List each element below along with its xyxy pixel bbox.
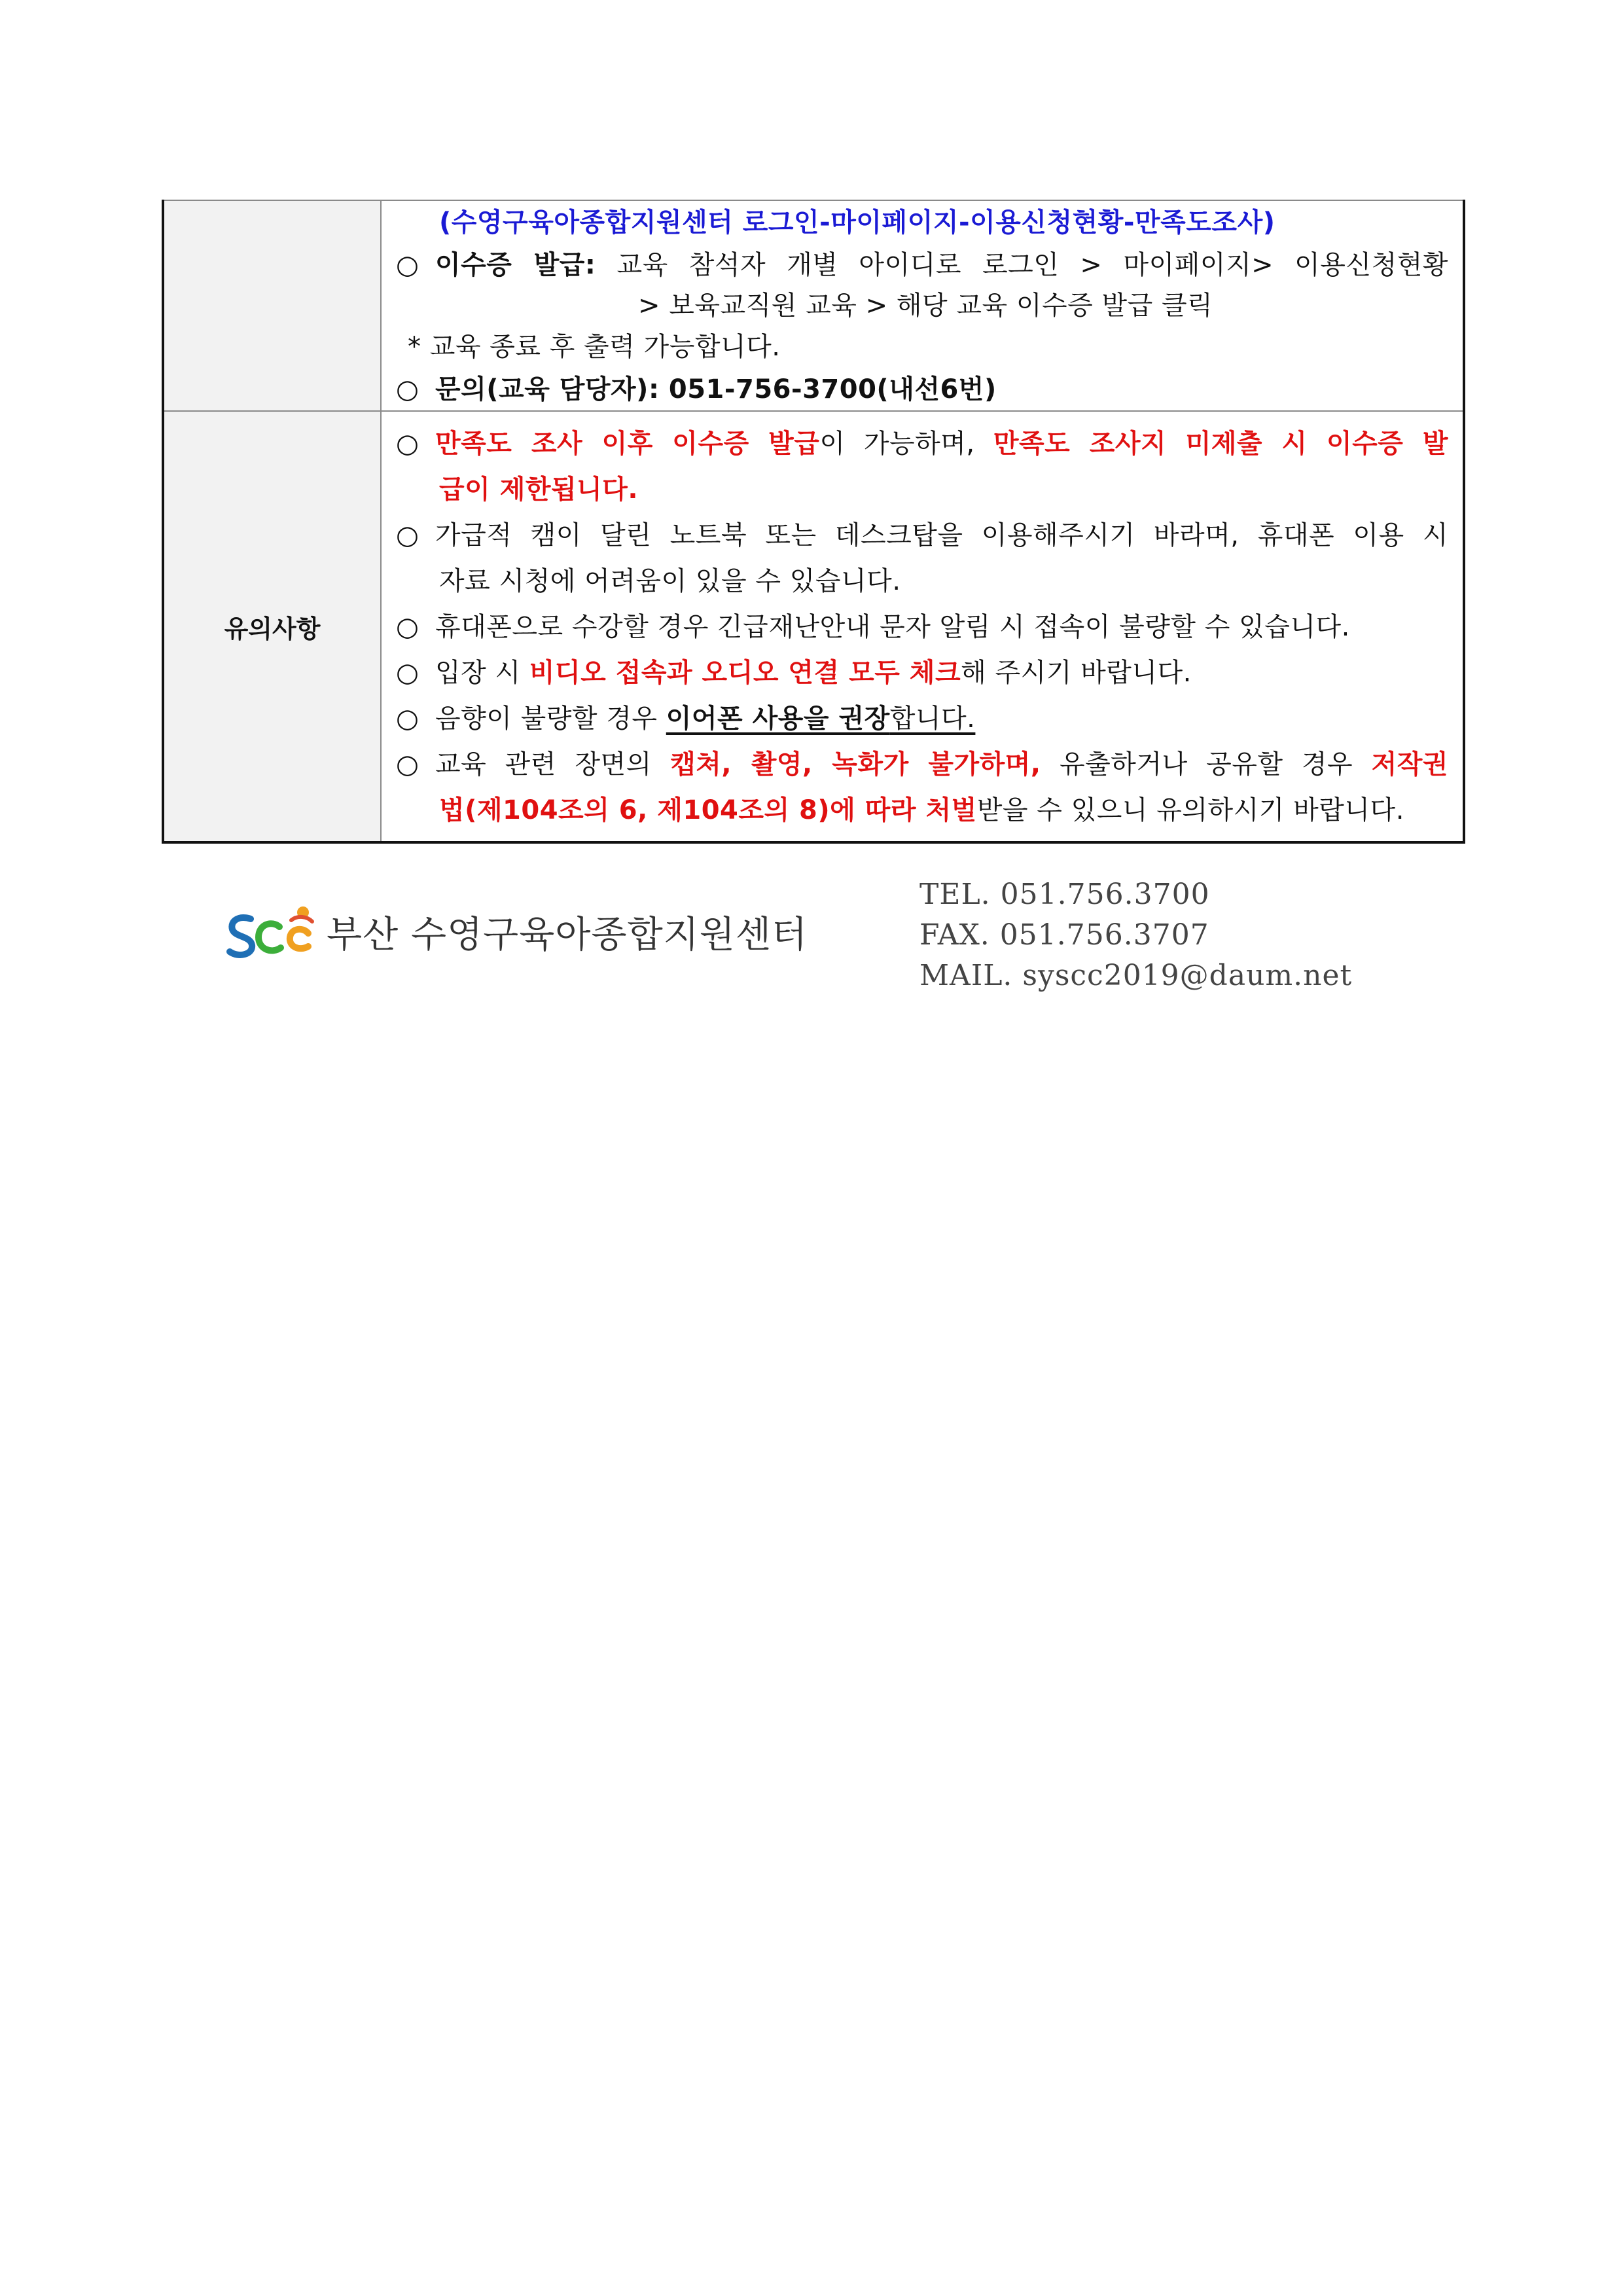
notice-red-text: 저작권: [1371, 749, 1448, 780]
notice-red-text: 만족도 조사지 미제출 시 이수증 발: [993, 429, 1449, 459]
certificate-title: 이수증 발급:: [435, 250, 596, 280]
notice-red-text: 법(제104조의 6, 제104조의 8)에 따라 처벌: [439, 795, 977, 825]
bullet: ○: [396, 612, 419, 642]
bullet: ○: [396, 429, 419, 459]
notice-red-text: 비디오 접속과 오디오 연결 모두 체크: [529, 658, 961, 688]
info-table: [162, 200, 1465, 844]
content-cell: [381, 200, 1464, 411]
mail-text: MAIL. syscc2019@daum.net: [919, 959, 1353, 992]
notice-text: 음향이 불량할 경우: [435, 704, 658, 734]
notice-item: [396, 650, 1448, 696]
notice-item: [396, 421, 1448, 467]
notice-bold-text: 이어폰 사용을 권장: [666, 704, 890, 734]
notice-text: 유출하거나 공유할 경우: [1059, 749, 1353, 780]
certificate-steps-cont: > 보육교직원 교육 > 해당 교육 이수증 발급 클릭: [638, 291, 1213, 321]
contact-line: [396, 368, 1448, 410]
table-row: [163, 411, 1464, 842]
bullet: ○: [396, 749, 419, 780]
certificate-line: [396, 244, 1448, 286]
notice-item: [396, 604, 1448, 650]
notice-text: 입장 시: [435, 658, 521, 688]
contact-text: 문의(교육 담당자): 051-756-3700(내선6번): [435, 374, 997, 404]
bullet: ○: [396, 658, 419, 688]
certificate-steps: 교육 참석자 개별 아이디로 로그인 > 마이페이지> 이용신청현황: [616, 250, 1449, 280]
notice-red-text: 캡쳐, 촬영, 녹화가 불가하며,: [670, 749, 1041, 780]
label-cell: [163, 411, 381, 842]
scc-logo-icon: [226, 901, 317, 963]
notice-text: 가급적 캠이 달린 노트북 또는 데스크탑을 이용해주시기 바라며, 휴대폰 이용 시: [435, 520, 1448, 550]
notice-text: 자료 시청에 어려움이 있을 수 있습니다.: [439, 566, 901, 596]
notice-label: 유의사항: [224, 614, 321, 643]
org-logo: [226, 901, 808, 963]
notice-text: 휴대폰으로 수강할 경우 긴급재난안내 문자 알림 시 접속이 불량할 수 있습니다.: [435, 612, 1350, 642]
notice-text: 이 가능하며,: [819, 429, 975, 459]
org-name: 부산 수영구육아종합지원센터: [327, 914, 808, 956]
notice-content: [381, 411, 1464, 842]
notice-item: [396, 512, 1448, 558]
label-cell-empty: [163, 200, 381, 411]
notice-item-cont: [396, 787, 1448, 833]
notice-red-text: 급이 제한됩니다.: [439, 475, 639, 505]
bullet: ○: [396, 250, 419, 280]
table-row: [163, 200, 1464, 411]
notice-text: 합니다.: [889, 704, 976, 734]
certificate-path: (수영구육아종합지원센터 로그인-마이페이지-이용신청현황-만족도조사): [439, 207, 1275, 238]
contact-info: [919, 874, 1352, 996]
bullet: ○: [396, 374, 419, 404]
bullet: ○: [396, 704, 419, 734]
tel-text: TEL. 051.756.3700: [919, 878, 1210, 911]
notice-item: [396, 742, 1448, 787]
fax-text: FAX. 051.756.3707: [919, 918, 1209, 952]
print-note: * 교육 종료 후 출력 가능합니다.: [408, 332, 781, 362]
notice-text: 해 주시기 바랍니다.: [961, 658, 1192, 688]
notice-red-text: 만족도 조사 이후 이수증 발급: [435, 429, 820, 459]
notice-text: 교육 관련 장면의: [435, 749, 652, 780]
notice-text: 받을 수 있으니 유의하시기 바랍니다.: [976, 795, 1404, 825]
bullet: ○: [396, 520, 419, 550]
notice-item: [396, 696, 1448, 742]
